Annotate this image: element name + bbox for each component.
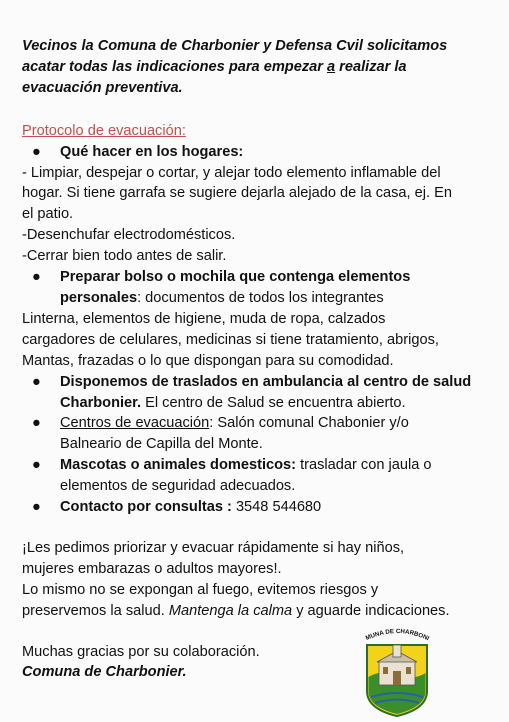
bullet-dot: ●	[32, 415, 41, 432]
spacer	[22, 518, 492, 538]
intro-line: evacuación preventiva.	[22, 79, 183, 96]
bullet-mascotas	[22, 455, 492, 497]
closing-line: mujeres embarazas o adultos mayores!.	[22, 560, 282, 577]
protocol-title: Protocolo de evacuación:	[22, 122, 186, 139]
mascotas-line	[60, 455, 492, 476]
bullet-title: Preparar bolso o mochila que contenga elementos	[60, 269, 411, 286]
bolso-line: Linterna, elementos de higiene, muda de ropa, calzados	[22, 310, 386, 327]
bullet-title: Disponemos de traslados en ambulancia al centro de salud	[60, 373, 472, 390]
thanks-line: Muchas gracias por su colaboración.	[22, 643, 260, 660]
bullet-contacto	[22, 497, 492, 518]
bold-text: Charbonier.	[60, 394, 142, 411]
hogares-line: -Desenchufar electrodomésticos.	[22, 227, 236, 244]
intro-text: acatar todas las indicaciones para empezar	[22, 58, 327, 75]
bullet-centros	[22, 413, 492, 455]
intro-line: Vecinos la Comuna de Charbonier y Defensa Cvil solicitamos	[22, 38, 448, 54]
ambulancia-line	[60, 393, 492, 414]
hogares-line: hogar. Si tiene garrafa se sugiere dejarla alejado de la casa, ej. En	[22, 185, 452, 202]
bolso-line	[60, 288, 492, 309]
bolso-line: Mantas, frazadas o lo que dispongan para su comodidad.	[22, 352, 394, 369]
document	[22, 36, 492, 683]
centros-line: Balneario de Capilla del Monte.	[60, 436, 263, 453]
intro-paragraph	[22, 36, 492, 99]
plain-text: : Salón comunal Chabonier y/o	[209, 415, 409, 432]
centros-line	[60, 413, 492, 434]
italic-text: Mantenga la calma	[168, 602, 293, 619]
signature: Comuna de Charbonier.	[22, 664, 187, 681]
closing-line	[22, 601, 492, 622]
bullet-dot: ●	[32, 457, 41, 474]
comuna-logo	[357, 625, 437, 717]
plain-text: El centro de Salud se encuentra abierto.	[141, 394, 406, 411]
bold-text: Mascotas o animales domesticos:	[60, 457, 297, 474]
plain-text: trasladar con jaula o	[296, 457, 432, 474]
logo-shield-icon	[357, 625, 437, 717]
bullet-dot: ●	[32, 269, 41, 286]
bullet-bolso	[22, 267, 492, 309]
bullet-dot: ●	[32, 143, 41, 160]
mascotas-line: elementos de seguridad adecuados.	[60, 478, 296, 495]
closing-line: ¡Les pedimos priorizar y evacuar rápidamente si hay niños,	[22, 539, 405, 556]
plain-text: y aguarde indicaciones.	[292, 602, 450, 619]
bullet-hogares	[22, 142, 492, 163]
intro-text: realizar la	[335, 58, 407, 75]
bullet-ambulancia	[22, 372, 492, 414]
plain-text: : documentos de todos los integrantes	[137, 289, 384, 306]
intro-line	[22, 57, 492, 78]
bullet-dot: ●	[32, 373, 41, 390]
bullet-title: Qué hacer en los hogares:	[60, 143, 244, 160]
closing-line: Lo mismo no se expongan al fuego, evitemos riesgos y	[22, 581, 379, 598]
hogares-line: -Cerrar bien todo antes de salir.	[22, 248, 227, 265]
intro-underlined: a	[327, 58, 336, 75]
bullet-dot: ●	[32, 499, 41, 516]
underlined-label: Centros de evacuación	[60, 415, 210, 432]
hogares-line: - Limpiar, despejar o cortar, y alejar todo elemento inflamable del	[22, 164, 441, 181]
hogares-line: el patio.	[22, 206, 74, 223]
phone-number: 3548 544680	[231, 499, 322, 516]
plain-text: preservemos la salud.	[22, 602, 169, 619]
bolso-line: cargadores de celulares, medicinas si tiene tratamiento, abrigos,	[22, 331, 439, 348]
logo-text: MUNA DE CHARBONI	[364, 627, 431, 643]
bold-text: personales	[60, 289, 138, 306]
bold-text: Contacto por consultas :	[60, 499, 232, 516]
